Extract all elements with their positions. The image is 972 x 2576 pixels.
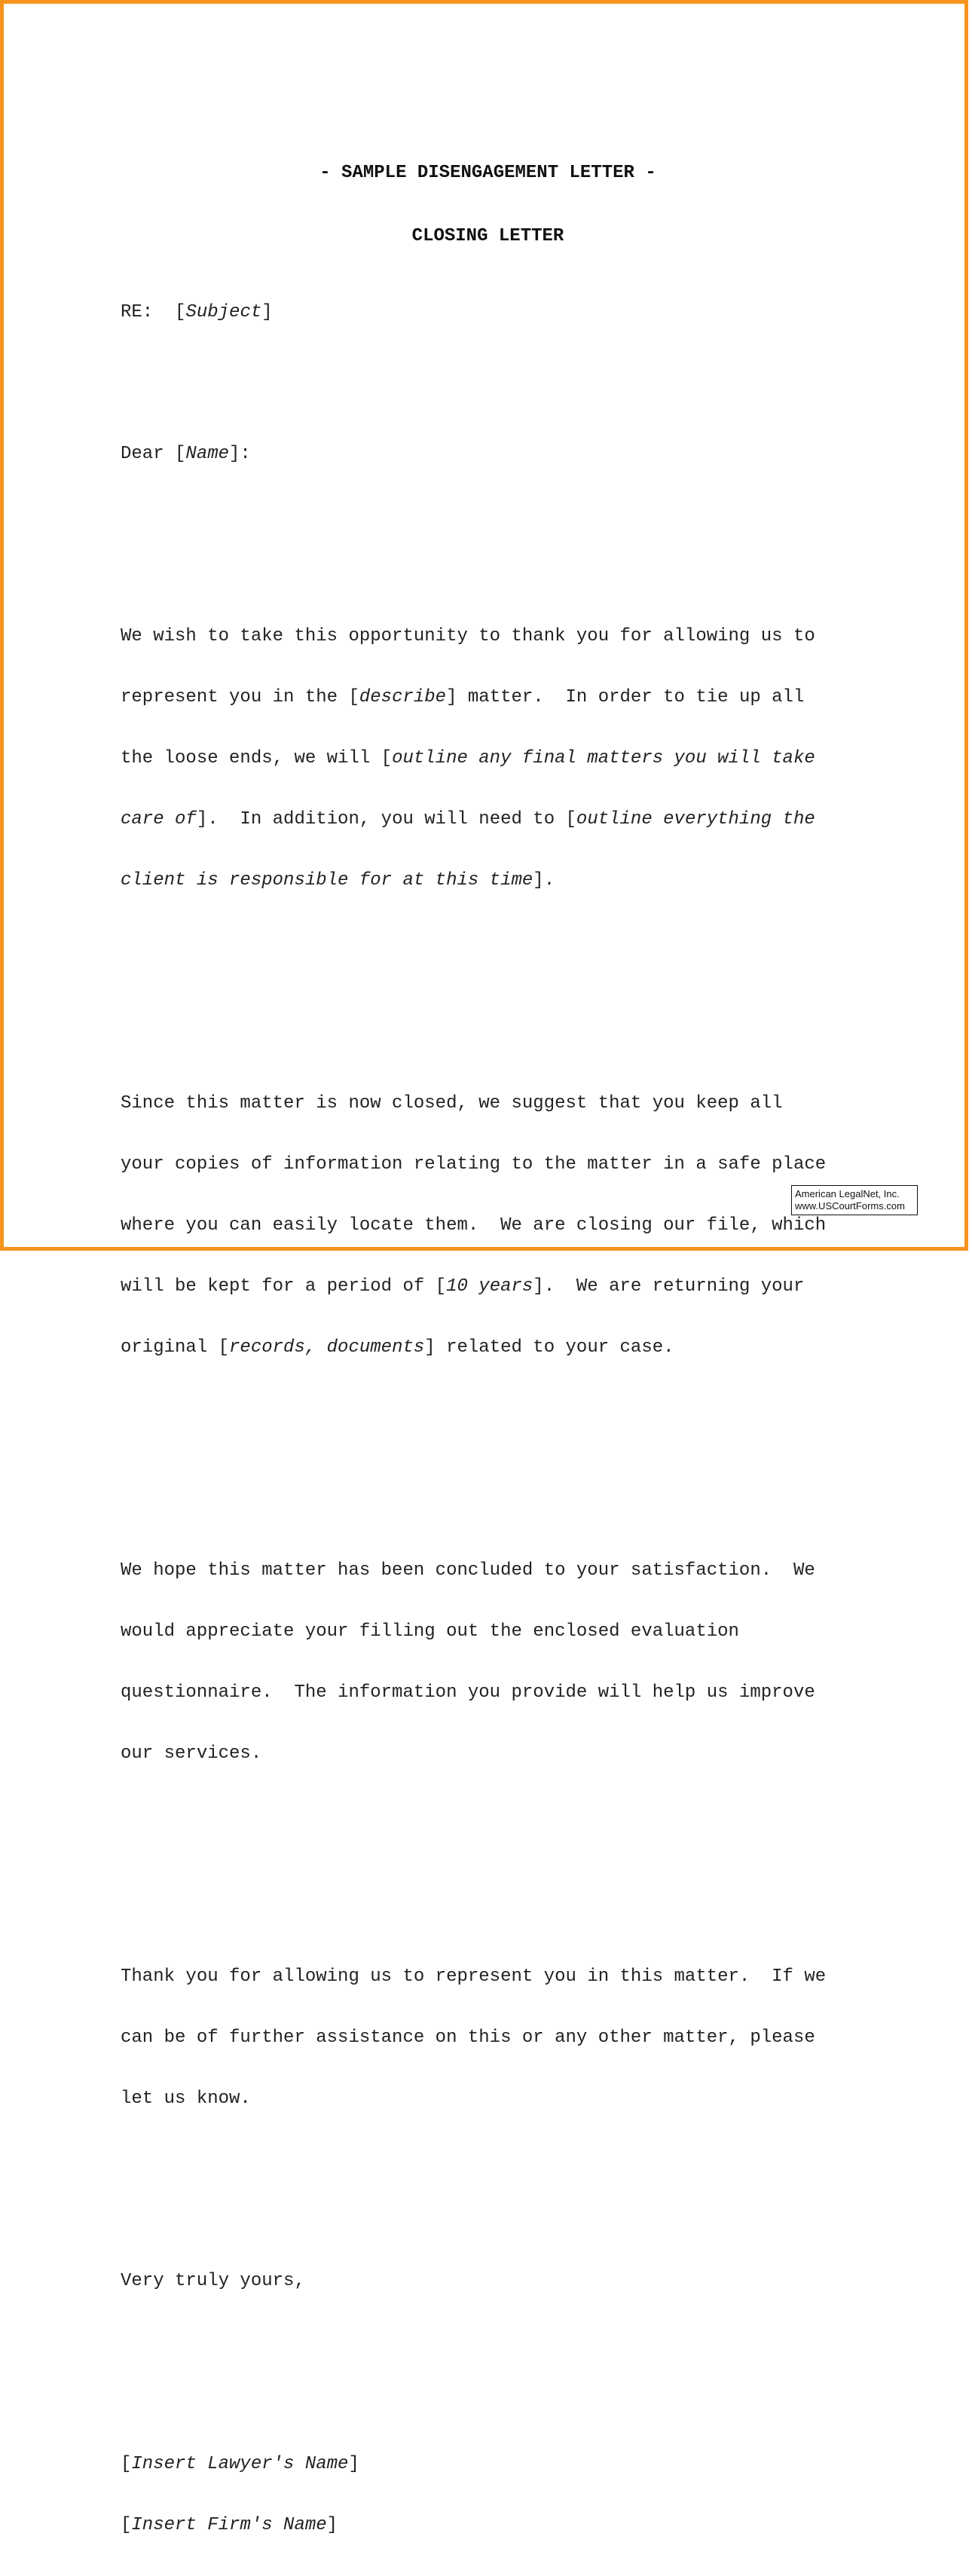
paragraph-2-line	[121, 1337, 874, 1358]
placeholder-text: care of	[121, 809, 197, 830]
text-run: ].	[533, 870, 555, 891]
footer-company: American LegalNet, Inc.	[795, 1188, 900, 1199]
re-label: RE:	[121, 302, 154, 322]
paragraph-1-line	[121, 748, 874, 769]
text-run: will be kept for a period of [	[121, 1276, 447, 1297]
title-line-1: - SAMPLE DISENGAGEMENT LETTER -	[319, 163, 656, 183]
text-run: the loose ends, we will [	[121, 748, 393, 769]
paragraph-1-line	[121, 687, 874, 707]
placeholder-text: outline any final matters you will take	[392, 748, 815, 769]
paragraph-3-line: We hope this matter has been concluded to your satisfaction. We	[121, 1560, 815, 1581]
paragraph-1	[121, 585, 874, 931]
paragraph-2-line: your copies of information relating to the matter in a safe place	[121, 1154, 827, 1175]
footer-credit-box	[791, 1185, 918, 1215]
paragraph-4	[121, 1926, 874, 2150]
re-subject: Subject	[185, 302, 262, 322]
text-run: ]. In addition, you will need to [	[196, 809, 576, 830]
paragraph-3-line: questionnaire. The information you provide will help us improve	[121, 1682, 815, 1703]
paragraph-4-line: can be of further assistance on this or any other matter, please	[121, 2027, 815, 2048]
paragraph-3-line: would appreciate your filling out the enclosed evaluation	[121, 1621, 739, 1642]
title-line-2: CLOSING LETTER	[411, 226, 564, 246]
paragraph-2-line: where you can easily locate them. We are closing our file, which	[121, 1215, 827, 1236]
signature-firm: [Insert Firm's Name]	[121, 2515, 338, 2535]
paragraph-1-line: We wish to take this opportunity to thank you for allowing us to	[121, 626, 815, 646]
paragraph-2	[121, 1053, 874, 1398]
signature-lawyer: [Insert Lawyer's Name]	[121, 2454, 359, 2474]
text-run: ] matter. In order to tie up all	[446, 687, 805, 707]
firm-name-placeholder: Insert Firm's Name	[131, 2515, 327, 2535]
lawyer-name-placeholder: Insert Lawyer's Name	[131, 2454, 349, 2474]
salutation-name: Name	[185, 444, 230, 464]
paragraph-1-line	[121, 870, 874, 891]
placeholder-text: outline everything the	[576, 809, 815, 830]
placeholder-text: records, documents	[229, 1337, 425, 1358]
salutation-prefix: Dear	[121, 444, 164, 464]
salutation: Dear [Name]:	[121, 444, 251, 464]
paragraph-4-line: let us know.	[121, 2089, 251, 2109]
re-line: RE: [Subject]	[121, 302, 273, 322]
paragraph-2-line	[121, 1276, 874, 1297]
text-run: ]. We are returning your	[533, 1276, 805, 1297]
paragraph-2-line: Since this matter is now closed, we suggest that you keep all	[121, 1093, 783, 1114]
placeholder-text: 10 years	[446, 1276, 533, 1297]
letter-body	[121, 241, 874, 2576]
paragraph-3-line: our services.	[121, 1743, 262, 1764]
text-run: original [	[121, 1337, 230, 1358]
paragraph-1-line	[121, 809, 874, 830]
paragraph-4-line: Thank you for allowing us to represent you in this matter. If we	[121, 1966, 827, 1987]
text-run: represent you in the [	[121, 687, 359, 707]
text-run: ] related to your case.	[424, 1337, 674, 1358]
paragraph-3	[121, 1520, 874, 1804]
closing: Very truly yours,	[121, 2271, 305, 2291]
footer-website: www.USCourtForms.com	[795, 1200, 905, 1212]
placeholder-text: describe	[359, 687, 447, 707]
placeholder-text: client is responsible for at this time	[121, 870, 533, 891]
